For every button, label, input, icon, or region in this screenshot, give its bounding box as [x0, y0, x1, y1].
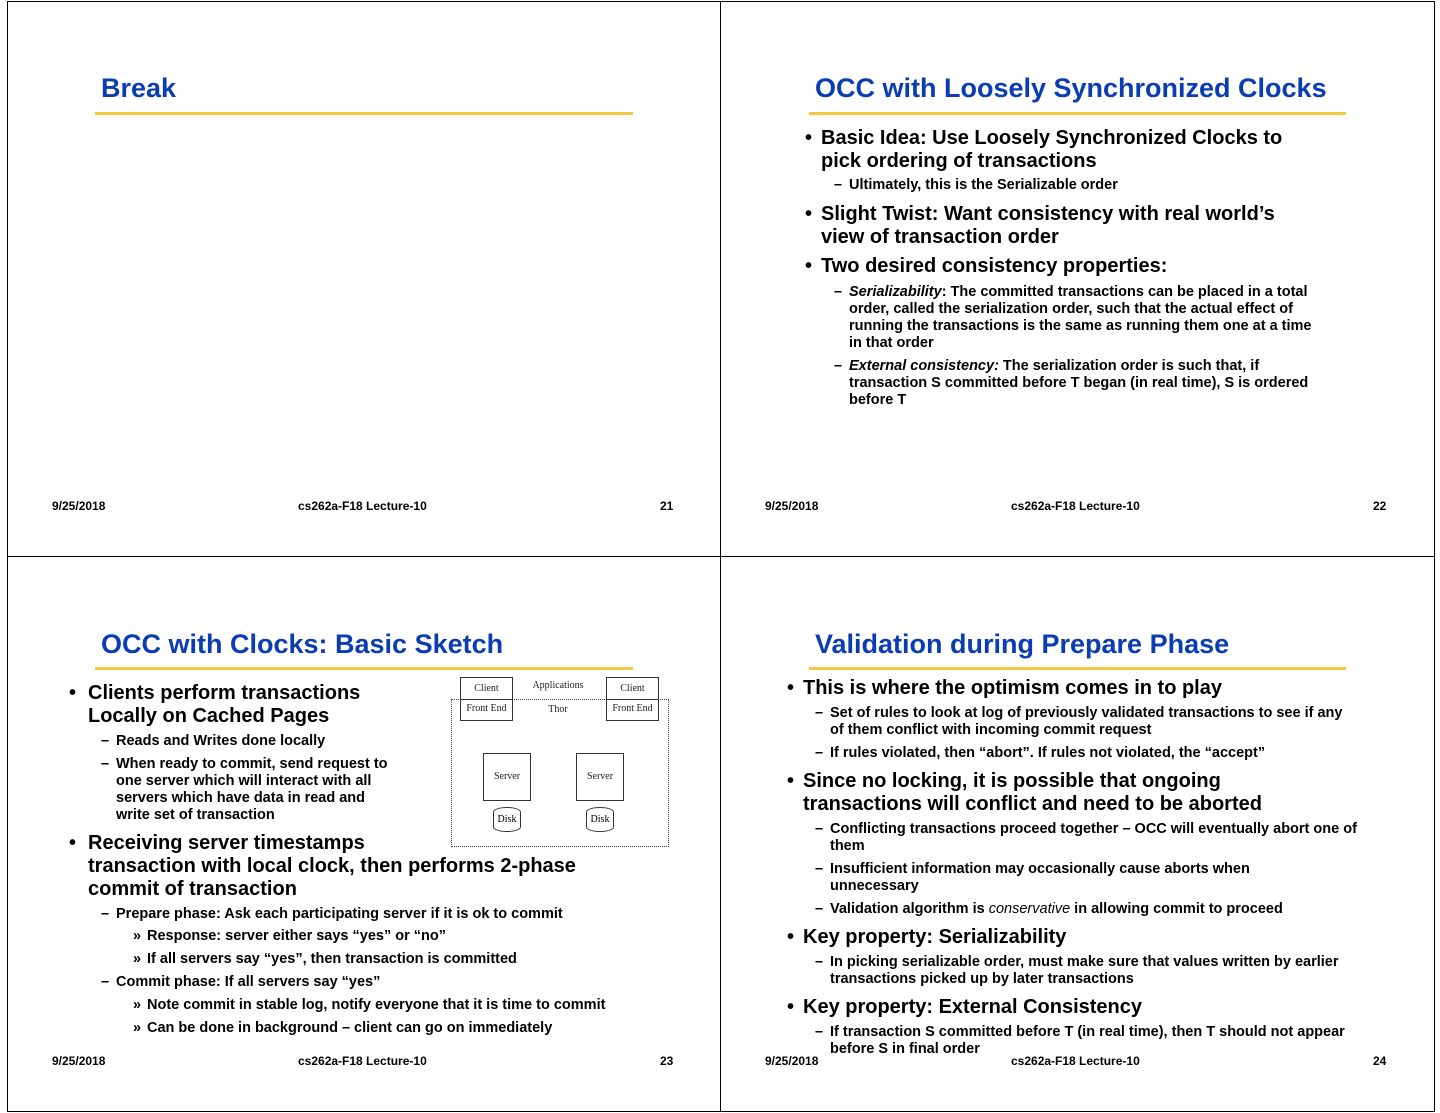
title-underline — [809, 667, 1346, 670]
bullet: • Receiving server timestamps transaction with local clock, then performs 2-phase commit of transaction — [69, 832, 576, 900]
bullet: • Key property: Serializability — [787, 926, 1067, 948]
divider — [607, 699, 658, 700]
sub-bullet: – Reads and Writes done locally — [101, 733, 326, 749]
sub-bullet: – Insufficient information may occasionally cause aborts when unnecessary — [815, 861, 1250, 894]
sub-bullet: – Conflicting transactions proceed together – OCC will eventually abort one of them — [815, 821, 1357, 854]
server-box-right: Server — [576, 753, 624, 801]
bullet: • Since no locking, it is possible that ongoing transactions will conflict and need to be aborted — [787, 770, 1262, 815]
slide-number: 22 — [1373, 499, 1387, 513]
divider — [461, 699, 512, 700]
sub-bullet: – If rules violated, then “abort”. If rules not violated, the “accept” — [815, 745, 1266, 761]
sub-bullet: – Commit phase: If all servers say “yes” — [101, 974, 381, 990]
bullet: • Basic Idea: Use Loosely Synchronized Clocks to pick ordering of transactions — [805, 127, 1283, 172]
sub-sub-bullet: » If all servers say “yes”, then transaction is committed — [133, 951, 517, 967]
bullet: • Key property: External Consistency — [787, 996, 1142, 1018]
slide-number: 23 — [660, 1054, 674, 1068]
footer-date: 9/25/2018 — [52, 499, 106, 513]
sub-sub-bullet: » Note commit in stable log, notify everyone that it is time to commit — [133, 997, 606, 1013]
client-box-left: Client Front End — [460, 677, 513, 721]
sub-bullet: – Ultimately, this is the Serializable order — [834, 177, 1118, 193]
sub-bullet: – If transaction S committed before T (in real time), then T should not appear before S in final order — [815, 1024, 1345, 1057]
footer-course: cs262a-F18 Lecture-10 — [1011, 499, 1140, 513]
slide-divider-horizontal — [7, 556, 1435, 557]
sub-bullet: – External consistency: The serialization order is such that, if transaction S committed before T began (in real time), S is ordered before T — [834, 358, 1309, 408]
sub-bullet: – Prepare phase: Ask each participating server if it is ok to commit — [101, 906, 563, 922]
slide-number: 21 — [660, 499, 674, 513]
page-border-bottom — [7, 1111, 1435, 1112]
slide-title: OCC with Loosely Synchronized Clocks — [815, 73, 1327, 103]
sub-bullet: – Set of rules to look at log of previously validated transactions to see if any of them conflict with incoming commit request — [815, 705, 1343, 738]
footer-course: cs262a-F18 Lecture-10 — [1011, 1054, 1140, 1068]
title-underline — [809, 112, 1346, 115]
sub-bullet: – Validation algorithm is conservative in allowing commit to proceed — [815, 901, 1283, 917]
bullet: • This is where the optimism comes in to play — [787, 677, 1222, 699]
footer-course: cs262a-F18 Lecture-10 — [298, 1054, 427, 1068]
disk-icon-right: Disk — [586, 807, 614, 832]
page-border-top — [7, 1, 1435, 2]
bullet: • Slight Twist: Want consistency with real world’s view of transaction order — [805, 203, 1275, 248]
title-underline — [95, 112, 633, 115]
bullet: • Clients perform transactions Locally on Cached Pages — [69, 682, 361, 727]
footer-date: 9/25/2018 — [765, 499, 819, 513]
slide-title: Break — [101, 73, 177, 103]
applications-label: Applications — [532, 680, 584, 691]
slide-number: 24 — [1373, 1054, 1387, 1068]
title-underline — [95, 667, 633, 670]
server-box-left: Server — [483, 753, 531, 801]
slide-title: OCC with Clocks: Basic Sketch — [101, 629, 504, 659]
thor-label: Thor — [548, 704, 568, 715]
sub-bullet: – In picking serializable order, must make sure that values written by earlier transactions picked up by later transactions — [815, 954, 1339, 987]
sub-bullet: – When ready to commit, send request to one server which will interact with all servers which have data in read and write set of transaction — [101, 756, 388, 823]
footer-course: cs262a-F18 Lecture-10 — [298, 499, 427, 513]
bullet: • Two desired consistency properties: — [805, 255, 1168, 277]
footer-date: 9/25/2018 — [765, 1054, 819, 1068]
sub-sub-bullet: » Can be done in background – client can go on immediately — [133, 1020, 553, 1036]
slide-title: Validation during Prepare Phase — [815, 629, 1230, 659]
sub-bullet: – Serializability: The committed transactions can be placed in a total order, called the serialization order, such that the actual effect of running the transactions is the same as running them one at a time in that order — [834, 284, 1312, 351]
client-box-right: Client Front End — [606, 677, 659, 721]
disk-icon-left: Disk — [493, 807, 521, 832]
footer-date: 9/25/2018 — [52, 1054, 106, 1068]
sub-sub-bullet: » Response: server either says “yes” or “no” — [133, 928, 446, 944]
